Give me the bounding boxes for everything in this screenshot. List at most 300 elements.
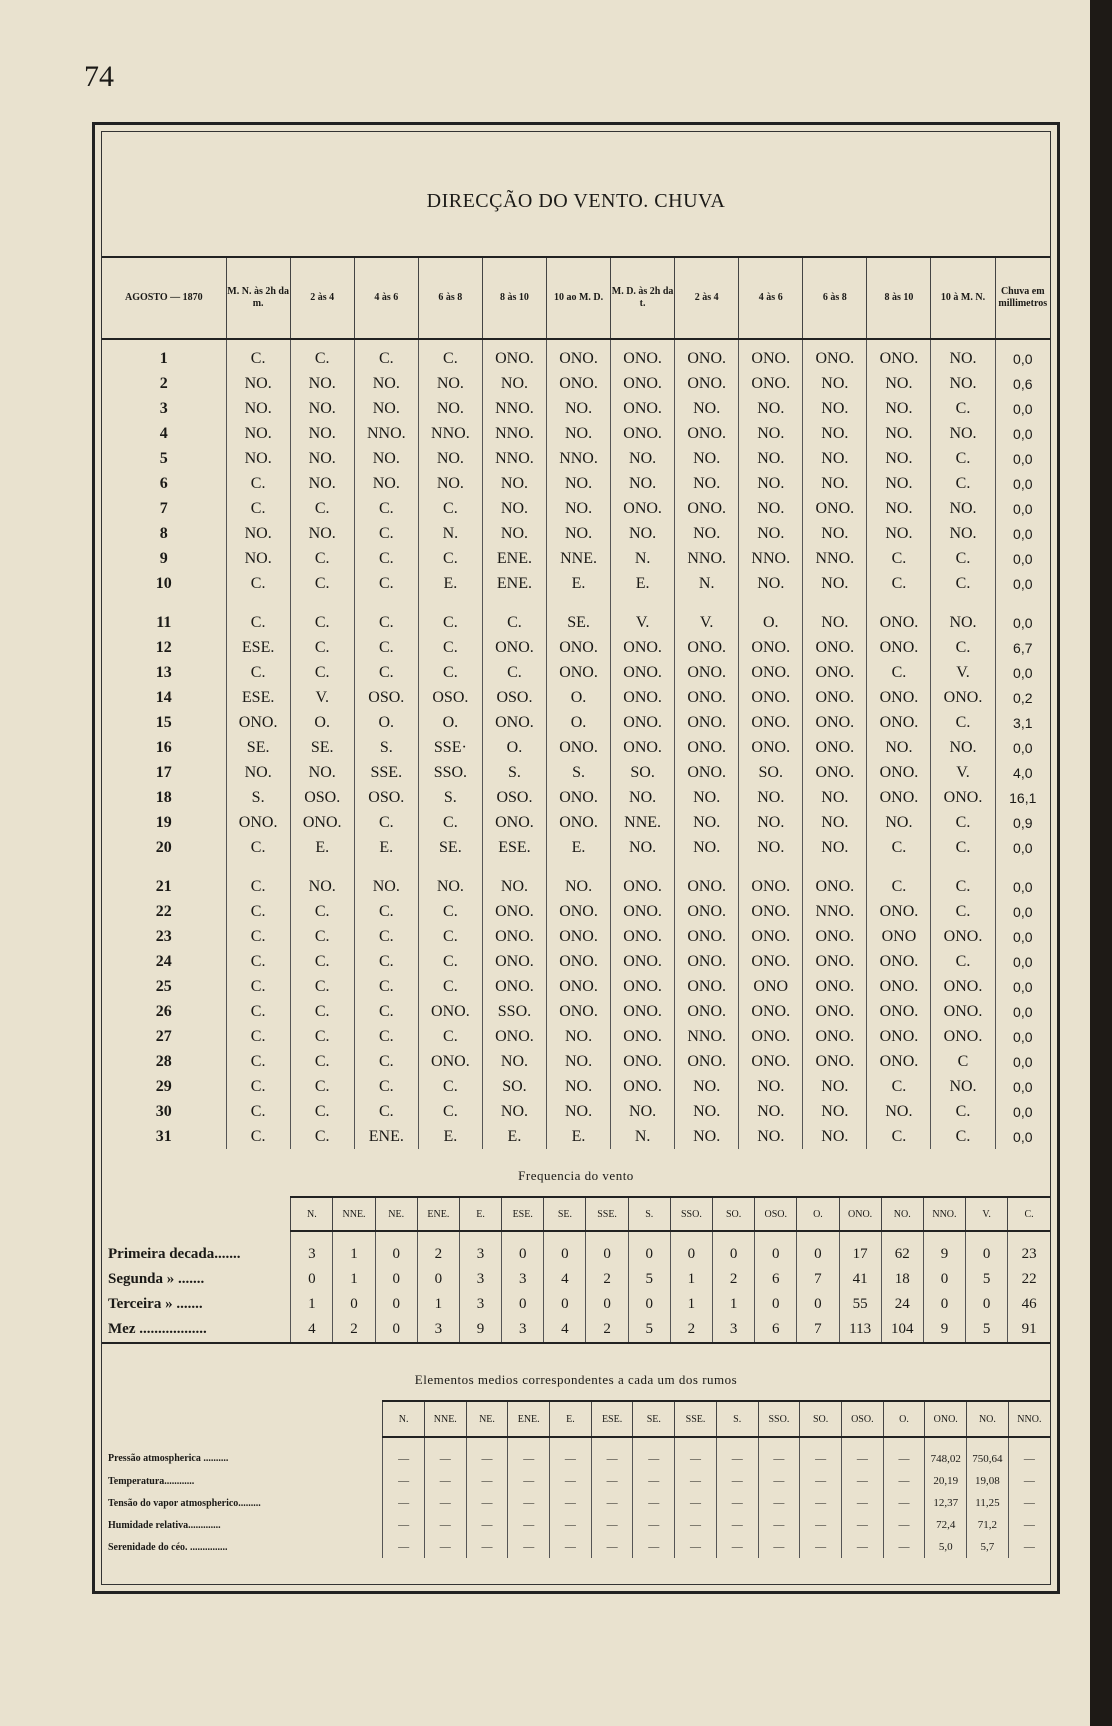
day-cell: 20 xyxy=(102,835,226,860)
means-cell: — xyxy=(424,1514,466,1536)
wind-observations-table xyxy=(102,256,1050,1149)
frequency-cell: 0 xyxy=(628,1292,670,1317)
table-row xyxy=(102,471,1050,496)
table-row xyxy=(102,924,1050,949)
wind-cell: ONO. xyxy=(675,1049,739,1074)
wind-cell: C. xyxy=(290,1099,354,1124)
frequency-cell: 1 xyxy=(713,1292,755,1317)
frequency-cell: 6 xyxy=(755,1267,797,1292)
means-cell: — xyxy=(508,1536,550,1558)
table-row xyxy=(102,571,1050,596)
day-cell: 16 xyxy=(102,735,226,760)
rain-cell: 16,1 xyxy=(995,785,1050,810)
means-column-header: NE. xyxy=(466,1401,508,1437)
wind-cell: ONO. xyxy=(739,999,803,1024)
wind-cell: S. xyxy=(546,760,610,785)
wind-cell: N. xyxy=(611,1124,675,1149)
frequency-cell: 0 xyxy=(755,1231,797,1267)
wind-cell: NO. xyxy=(867,471,931,496)
wind-cell: C. xyxy=(290,899,354,924)
wind-cell: ONO. xyxy=(611,396,675,421)
rain-cell: 0,0 xyxy=(995,999,1050,1024)
wind-cell: NO. xyxy=(739,521,803,546)
frequency-column-header: SSE. xyxy=(586,1197,628,1231)
day-cell: 14 xyxy=(102,685,226,710)
wind-cell: NO. xyxy=(482,521,546,546)
wind-cell: NO. xyxy=(611,471,675,496)
wind-cell: NO. xyxy=(354,860,418,899)
wind-cell: V. xyxy=(931,760,995,785)
frequency-cell: 1 xyxy=(291,1292,333,1317)
means-cell: — xyxy=(591,1492,633,1514)
frequency-column-header: ENE. xyxy=(417,1197,459,1231)
frequency-cell: 0 xyxy=(797,1292,839,1317)
frequency-cell: 3 xyxy=(459,1267,501,1292)
means-column-header: NNO. xyxy=(1008,1401,1050,1437)
wind-cell: ONO. xyxy=(739,635,803,660)
rain-cell: 6,7 xyxy=(995,635,1050,660)
wind-cell: E. xyxy=(482,1124,546,1149)
frequency-cell: 1 xyxy=(333,1267,375,1292)
wind-cell: NO. xyxy=(611,1099,675,1124)
wind-cell: C. xyxy=(867,835,931,860)
wind-cell: C. xyxy=(354,899,418,924)
wind-cell: V. xyxy=(290,685,354,710)
wind-cell: NNO. xyxy=(546,446,610,471)
wind-cell: ONO. xyxy=(546,735,610,760)
wind-cell: NNO. xyxy=(482,446,546,471)
wind-cell: E. xyxy=(546,1124,610,1149)
frequency-cell: 0 xyxy=(544,1292,586,1317)
wind-cell: C. xyxy=(290,949,354,974)
wind-cell: NO. xyxy=(354,446,418,471)
means-cell: — xyxy=(508,1437,550,1470)
rain-cell: 0,0 xyxy=(995,596,1050,635)
means-cell: — xyxy=(591,1536,633,1558)
wind-cell: NO. xyxy=(867,396,931,421)
means-cell: 5,0 xyxy=(925,1536,967,1558)
wind-cell: NNO. xyxy=(803,546,867,571)
wind-cell: O. xyxy=(418,710,482,735)
wind-cell: C. xyxy=(418,635,482,660)
wind-cell: NO. xyxy=(803,1124,867,1149)
wind-cell: C. xyxy=(290,974,354,999)
frequency-column-header: V. xyxy=(966,1197,1008,1231)
period-header: 6 às 8 xyxy=(803,257,867,339)
table-row xyxy=(102,1536,1050,1558)
wind-cell: ONO. xyxy=(482,949,546,974)
means-cell: — xyxy=(508,1470,550,1492)
wind-cell: NO. xyxy=(482,860,546,899)
means-column-header: O. xyxy=(883,1401,925,1437)
wind-cell: E. xyxy=(546,571,610,596)
frequency-column-header: NNE. xyxy=(333,1197,375,1231)
wind-cell: ONO. xyxy=(675,421,739,446)
wind-cell: ONO. xyxy=(803,860,867,899)
wind-cell: NO. xyxy=(546,496,610,521)
wind-cell: C. xyxy=(226,571,290,596)
wind-cell: ONO. xyxy=(675,924,739,949)
period-header: 8 às 10 xyxy=(867,257,931,339)
wind-cell: C. xyxy=(226,1099,290,1124)
wind-cell: S. xyxy=(418,785,482,810)
frequency-cell: 0 xyxy=(670,1231,712,1267)
frequency-cell: 5 xyxy=(628,1317,670,1343)
wind-cell: NNO. xyxy=(418,421,482,446)
means-cell: — xyxy=(800,1437,842,1470)
means-column-header: S. xyxy=(716,1401,758,1437)
wind-cell: E. xyxy=(418,1124,482,1149)
wind-cell: ONO. xyxy=(611,899,675,924)
day-cell: 22 xyxy=(102,899,226,924)
means-cell: — xyxy=(466,1514,508,1536)
period-header: 4 às 6 xyxy=(739,257,803,339)
table-row xyxy=(102,339,1050,371)
wind-cell: NO. xyxy=(739,1099,803,1124)
means-cell: — xyxy=(424,1536,466,1558)
wind-cell: ESE. xyxy=(226,635,290,660)
means-column-header: ONO. xyxy=(925,1401,967,1437)
frequency-column-header: SSO. xyxy=(670,1197,712,1231)
table-row xyxy=(102,1267,1050,1292)
wind-cell: C. xyxy=(931,810,995,835)
means-cell: — xyxy=(466,1470,508,1492)
table-row xyxy=(102,1049,1050,1074)
wind-cell: C. xyxy=(354,496,418,521)
day-cell: 23 xyxy=(102,924,226,949)
wind-cell: NO. xyxy=(803,471,867,496)
wind-cell: NO. xyxy=(226,446,290,471)
wind-cell: ONO. xyxy=(482,339,546,371)
means-cell: — xyxy=(550,1470,592,1492)
day-cell: 29 xyxy=(102,1074,226,1099)
frequency-cell: 91 xyxy=(1008,1317,1050,1343)
frequency-cell: 9 xyxy=(923,1231,965,1267)
means-cell: 11,25 xyxy=(967,1492,1009,1514)
wind-cell: NO. xyxy=(546,471,610,496)
rain-cell: 0,0 xyxy=(995,835,1050,860)
rain-cell: 0,6 xyxy=(995,371,1050,396)
wind-cell: ONO. xyxy=(675,760,739,785)
means-cell: 19,08 xyxy=(967,1470,1009,1492)
wind-cell: OSO. xyxy=(418,685,482,710)
date-header: AGOSTO — 1870 xyxy=(102,257,226,339)
wind-cell: ONO. xyxy=(482,810,546,835)
period-header: 2 às 4 xyxy=(675,257,739,339)
wind-cell: NO. xyxy=(675,446,739,471)
means-cell: — xyxy=(550,1492,592,1514)
means-cell: — xyxy=(758,1536,800,1558)
wind-cell: C. xyxy=(226,999,290,1024)
wind-cell: C. xyxy=(418,546,482,571)
wind-cell: NO. xyxy=(226,546,290,571)
wind-cell: ONO. xyxy=(546,974,610,999)
means-cell: — xyxy=(550,1536,592,1558)
frequency-caption: Frequencia do vento xyxy=(518,1168,634,1183)
rain-cell: 0,0 xyxy=(995,1124,1050,1149)
table-row xyxy=(102,1124,1050,1149)
wind-cell: NO. xyxy=(739,785,803,810)
rain-cell: 0,0 xyxy=(995,1099,1050,1124)
wind-cell: ONO. xyxy=(675,735,739,760)
rain-cell: 0,0 xyxy=(995,521,1050,546)
table-row xyxy=(102,1514,1050,1536)
wind-cell: C. xyxy=(226,660,290,685)
wind-cell: ONO. xyxy=(482,1024,546,1049)
table-row xyxy=(102,899,1050,924)
wind-cell: NO. xyxy=(482,371,546,396)
table-row xyxy=(102,1074,1050,1099)
wind-cell: ONO. xyxy=(675,710,739,735)
wind-cell: ONO. xyxy=(546,899,610,924)
means-cell: — xyxy=(758,1492,800,1514)
day-cell: 17 xyxy=(102,760,226,785)
wind-cell: NO. xyxy=(803,371,867,396)
wind-cell: ONO. xyxy=(675,860,739,899)
wind-cell: C. xyxy=(354,1049,418,1074)
wind-cell: SE. xyxy=(546,596,610,635)
wind-cell: ONO. xyxy=(739,924,803,949)
wind-cell: ONO. xyxy=(739,1024,803,1049)
wind-cell: NO. xyxy=(931,596,995,635)
frequency-column-header: ONO. xyxy=(839,1197,881,1231)
frequency-column-header: NE. xyxy=(375,1197,417,1231)
frequency-column-header: SE. xyxy=(544,1197,586,1231)
wind-cell: C. xyxy=(290,999,354,1024)
wind-cell: NO. xyxy=(290,521,354,546)
means-cell: — xyxy=(383,1514,425,1536)
period-header: M. D. às 2h da t. xyxy=(611,257,675,339)
wind-cell: NO. xyxy=(739,810,803,835)
rain-cell: 0,0 xyxy=(995,1049,1050,1074)
wind-cell: NO. xyxy=(226,396,290,421)
frequency-cell: 3 xyxy=(502,1267,544,1292)
frequency-cell: 0 xyxy=(966,1231,1008,1267)
frequency-cell: 0 xyxy=(923,1267,965,1292)
wind-cell: C. xyxy=(226,860,290,899)
frequency-row-label: Primeira decada....... xyxy=(102,1231,291,1267)
wind-cell: C. xyxy=(867,546,931,571)
rain-cell: 0,0 xyxy=(995,860,1050,899)
wind-cell: NO. xyxy=(611,521,675,546)
means-cell: 12,37 xyxy=(925,1492,967,1514)
rain-cell: 0,0 xyxy=(995,446,1050,471)
wind-cell: NO. xyxy=(675,785,739,810)
means-caption: Elementos medios correspondentes a cada um dos rumos xyxy=(414,1372,738,1387)
wind-cell: SSO. xyxy=(418,760,482,785)
wind-cell: ONO. xyxy=(739,949,803,974)
wind-cell: ONO. xyxy=(867,999,931,1024)
wind-cell: ONO. xyxy=(546,810,610,835)
table-row xyxy=(102,396,1050,421)
wind-cell: ONO. xyxy=(739,735,803,760)
wind-cell: NO. xyxy=(482,1099,546,1124)
day-cell: 15 xyxy=(102,710,226,735)
wind-cell: C. xyxy=(354,1074,418,1099)
wind-cell: ONO. xyxy=(931,785,995,810)
wind-cell: ONO. xyxy=(803,1024,867,1049)
wind-cell: NNO. xyxy=(482,421,546,446)
means-cell: — xyxy=(758,1470,800,1492)
table-row xyxy=(102,860,1050,899)
wind-cell: NO. xyxy=(867,496,931,521)
wind-cell: NO. xyxy=(931,521,995,546)
wind-cell: ONO. xyxy=(482,924,546,949)
day-cell: 6 xyxy=(102,471,226,496)
wind-cell: NO. xyxy=(546,396,610,421)
rain-cell: 0,0 xyxy=(995,735,1050,760)
table-row xyxy=(102,1470,1050,1492)
frequency-cell: 62 xyxy=(881,1231,923,1267)
frequency-cell: 1 xyxy=(417,1292,459,1317)
table-row xyxy=(102,521,1050,546)
wind-cell: NO. xyxy=(803,1099,867,1124)
means-cell: — xyxy=(841,1437,883,1470)
wind-cell: V. xyxy=(675,596,739,635)
wind-cell: NO. xyxy=(226,421,290,446)
wind-cell: C. xyxy=(418,810,482,835)
means-cell: — xyxy=(675,1492,717,1514)
frequency-cell: 0 xyxy=(291,1267,333,1292)
wind-cell: ONO. xyxy=(611,974,675,999)
wind-cell: ONO. xyxy=(546,635,610,660)
means-cell: — xyxy=(841,1514,883,1536)
wind-cell: ONO. xyxy=(931,685,995,710)
wind-cell: C. xyxy=(867,1124,931,1149)
table-row xyxy=(102,974,1050,999)
wind-cell: NO. xyxy=(546,860,610,899)
frequency-cell: 22 xyxy=(1008,1267,1050,1292)
table-row xyxy=(102,735,1050,760)
table-row xyxy=(102,596,1050,635)
wind-cell: C. xyxy=(226,835,290,860)
wind-cell: ONO. xyxy=(803,949,867,974)
table-row xyxy=(102,1099,1050,1124)
means-cell: — xyxy=(800,1492,842,1514)
frequency-cell: 0 xyxy=(375,1317,417,1343)
wind-cell: OSO. xyxy=(290,785,354,810)
wind-cell: V. xyxy=(931,660,995,685)
wind-cell: C. xyxy=(290,1074,354,1099)
day-cell: 18 xyxy=(102,785,226,810)
means-cell: — xyxy=(424,1470,466,1492)
table-row xyxy=(102,1437,1050,1470)
day-cell: 24 xyxy=(102,949,226,974)
table-frame xyxy=(92,122,1060,1594)
wind-cell: ONO. xyxy=(803,685,867,710)
wind-cell: ONO. xyxy=(675,999,739,1024)
wind-cell: NO. xyxy=(546,521,610,546)
frequency-row-label: Segunda » ....... xyxy=(102,1267,291,1292)
wind-cell: C. xyxy=(290,339,354,371)
period-header: 2 às 4 xyxy=(290,257,354,339)
means-column-header: SO. xyxy=(800,1401,842,1437)
wind-cell: C. xyxy=(226,1074,290,1099)
wind-cell: ONO. xyxy=(611,924,675,949)
wind-cell: ONO. xyxy=(931,924,995,949)
frequency-cell: 0 xyxy=(375,1292,417,1317)
wind-cell: ONO. xyxy=(482,899,546,924)
means-cell: — xyxy=(841,1492,883,1514)
wind-cell: ONO. xyxy=(611,660,675,685)
wind-cell: C. xyxy=(931,899,995,924)
wind-cell: C. xyxy=(931,396,995,421)
means-cell: — xyxy=(424,1437,466,1470)
wind-cell: C. xyxy=(290,496,354,521)
wind-cell: ONO. xyxy=(226,810,290,835)
wind-cell: NO. xyxy=(739,496,803,521)
table-row xyxy=(102,635,1050,660)
means-cell: — xyxy=(383,1492,425,1514)
wind-cell: E. xyxy=(418,571,482,596)
frequency-cell: 0 xyxy=(502,1292,544,1317)
wind-cell: NNO. xyxy=(739,546,803,571)
wind-cell: E. xyxy=(354,835,418,860)
means-cell: — xyxy=(883,1492,925,1514)
wind-cell: NO. xyxy=(867,521,931,546)
wind-frequency-table xyxy=(102,1196,1050,1344)
day-cell: 7 xyxy=(102,496,226,521)
wind-cell: ONO. xyxy=(675,974,739,999)
wind-cell: C. xyxy=(290,1024,354,1049)
wind-cell: ENE. xyxy=(354,1124,418,1149)
wind-cell: C. xyxy=(354,1099,418,1124)
wind-cell: NNO. xyxy=(675,546,739,571)
wind-cell: NO. xyxy=(803,835,867,860)
table-row xyxy=(102,710,1050,735)
frequency-column-header: O. xyxy=(797,1197,839,1231)
frequency-column-header: S. xyxy=(628,1197,670,1231)
wind-cell: SO. xyxy=(611,760,675,785)
rain-cell: 0,0 xyxy=(995,949,1050,974)
wind-cell: NO. xyxy=(290,371,354,396)
day-cell: 13 xyxy=(102,660,226,685)
wind-cell: ONO. xyxy=(546,999,610,1024)
wind-cell: NO. xyxy=(546,1024,610,1049)
wind-cell: E. xyxy=(290,835,354,860)
wind-cell: ONO. xyxy=(867,974,931,999)
means-column-header: SE. xyxy=(633,1401,675,1437)
page-edge xyxy=(1090,0,1112,1726)
wind-cell: NO. xyxy=(290,860,354,899)
wind-cell: NO. xyxy=(675,1074,739,1099)
means-column-header: N. xyxy=(383,1401,425,1437)
means-cell: — xyxy=(1008,1492,1050,1514)
wind-cell: NO. xyxy=(803,446,867,471)
wind-cell: S. xyxy=(226,785,290,810)
wind-cell: ONO. xyxy=(675,660,739,685)
frequency-cell: 7 xyxy=(797,1267,839,1292)
wind-cell: SE. xyxy=(226,735,290,760)
wind-cell: ONO. xyxy=(803,924,867,949)
means-cell: — xyxy=(424,1492,466,1514)
frequency-cell: 1 xyxy=(670,1267,712,1292)
wind-cell: ONO. xyxy=(611,635,675,660)
wind-cell: C. xyxy=(290,635,354,660)
table-row xyxy=(102,421,1050,446)
means-cell: — xyxy=(800,1470,842,1492)
means-row-label: Serenidade do céo. ............... xyxy=(102,1536,383,1558)
day-cell: 11 xyxy=(102,596,226,635)
wind-cell: C. xyxy=(931,1099,995,1124)
wind-cell: NO. xyxy=(226,521,290,546)
means-cell: — xyxy=(508,1514,550,1536)
day-cell: 3 xyxy=(102,396,226,421)
wind-cell: C. xyxy=(226,974,290,999)
wind-cell: ONO. xyxy=(611,371,675,396)
means-cell: — xyxy=(591,1514,633,1536)
frequency-cell: 3 xyxy=(459,1231,501,1267)
